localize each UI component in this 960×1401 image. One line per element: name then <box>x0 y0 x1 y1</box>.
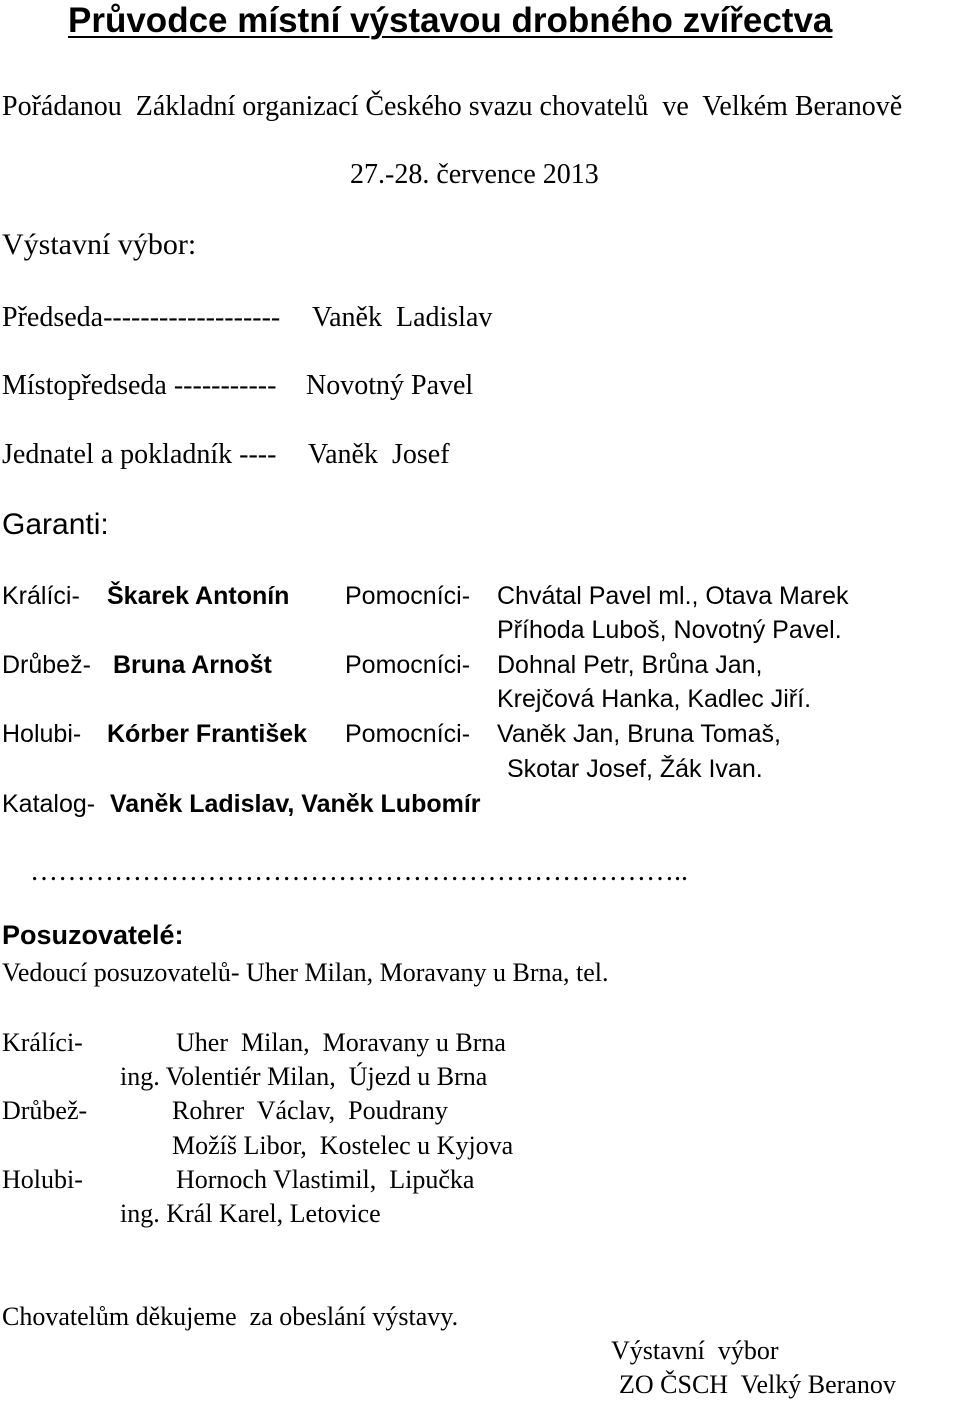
guarantors-heading: Garanti: <box>2 508 109 541</box>
judges-heading: Posuzovatelé: <box>2 920 184 950</box>
signature-line2: ZO ČSCH Velký Beranov <box>619 1370 896 1399</box>
guarantor-label-rabbits: Králíci- <box>2 582 80 610</box>
guarantor-label-poultry: Drůbež- <box>2 651 91 679</box>
committee-role-vice: Místopředseda ----------- <box>2 370 277 401</box>
committee-heading: Výstavní výbor: <box>2 228 197 261</box>
separator-dots: …………………………………………………………….. <box>30 856 688 887</box>
helpers-poultry-line1: Dohnal Petr, Brůna Jan, <box>497 651 763 679</box>
page-title: Průvodce místní výstavou drobného zvířectva <box>68 1 833 40</box>
signature-line1: Výstavní výbor <box>611 1336 779 1365</box>
helpers-poultry-line2: Krejčová Hanka, Kadlec Jiří. <box>497 685 812 713</box>
judges-lead: Vedoucí posuzovatelů- Uher Milan, Moravany u Brna, tel. <box>2 958 609 987</box>
judge-rabbits-1: Uher Milan, Moravany u Brna <box>176 1028 506 1057</box>
helpers-label-poultry: Pomocníci- <box>345 651 471 679</box>
judge-poultry-1: Rohrer Václav, Poudrany <box>172 1096 448 1125</box>
judge-pigeons-2: ing. Král Karel, Letovice <box>120 1199 381 1228</box>
judges-label-poultry: Drůbež- <box>2 1096 88 1125</box>
helpers-label-rabbits: Pomocníci- <box>345 582 471 610</box>
catalog-names: Vaněk Ladislav, Vaněk Lubomír <box>110 790 481 818</box>
organizer-line: Pořádanou Základní organizací Českého svazu chovatelů ve Velkém Beranově <box>2 91 903 122</box>
judge-rabbits-2: ing. Volentiér Milan, Újezd u Brna <box>120 1062 488 1091</box>
catalog-label: Katalog- <box>2 790 96 818</box>
committee-name-secretary: Vaněk Josef <box>308 439 450 470</box>
thanks-line: Chovatelům děkujeme za obeslání výstavy. <box>2 1302 459 1331</box>
guarantor-name-rabbits: Škarek Antonín <box>107 582 290 610</box>
judges-label-rabbits: Králíci- <box>2 1028 83 1057</box>
helpers-rabbits-line1: Chvátal Pavel ml., Otava Marek <box>497 582 849 610</box>
committee-name-vice: Novotný Pavel <box>306 370 474 401</box>
judge-pigeons-1: Hornoch Vlastimil, Lipučka <box>176 1165 475 1194</box>
guarantor-name-poultry: Bruna Arnošt <box>113 651 272 679</box>
committee-name-chair: Vaněk Ladislav <box>312 302 493 333</box>
committee-role-secretary: Jednatel a pokladník ---- <box>2 439 277 470</box>
event-date: 27.-28. července 2013 <box>350 159 599 190</box>
judges-label-pigeons: Holubi- <box>2 1165 83 1194</box>
helpers-rabbits-line2: Příhoda Luboš, Novotný Pavel. <box>497 616 842 644</box>
guarantor-label-pigeons: Holubi- <box>2 720 82 748</box>
helpers-label-pigeons: Pomocníci- <box>345 720 471 748</box>
guarantor-name-pigeons: Kórber František <box>107 720 308 748</box>
helpers-pigeons-line2: Skotar Josef, Žák Ivan. <box>507 755 763 783</box>
committee-role-chair: Předseda------------------- <box>2 302 281 333</box>
judge-poultry-2: Možíš Libor, Kostelec u Kyjova <box>172 1131 514 1160</box>
helpers-pigeons-line1: Vaněk Jan, Bruna Tomaš, <box>497 720 781 748</box>
